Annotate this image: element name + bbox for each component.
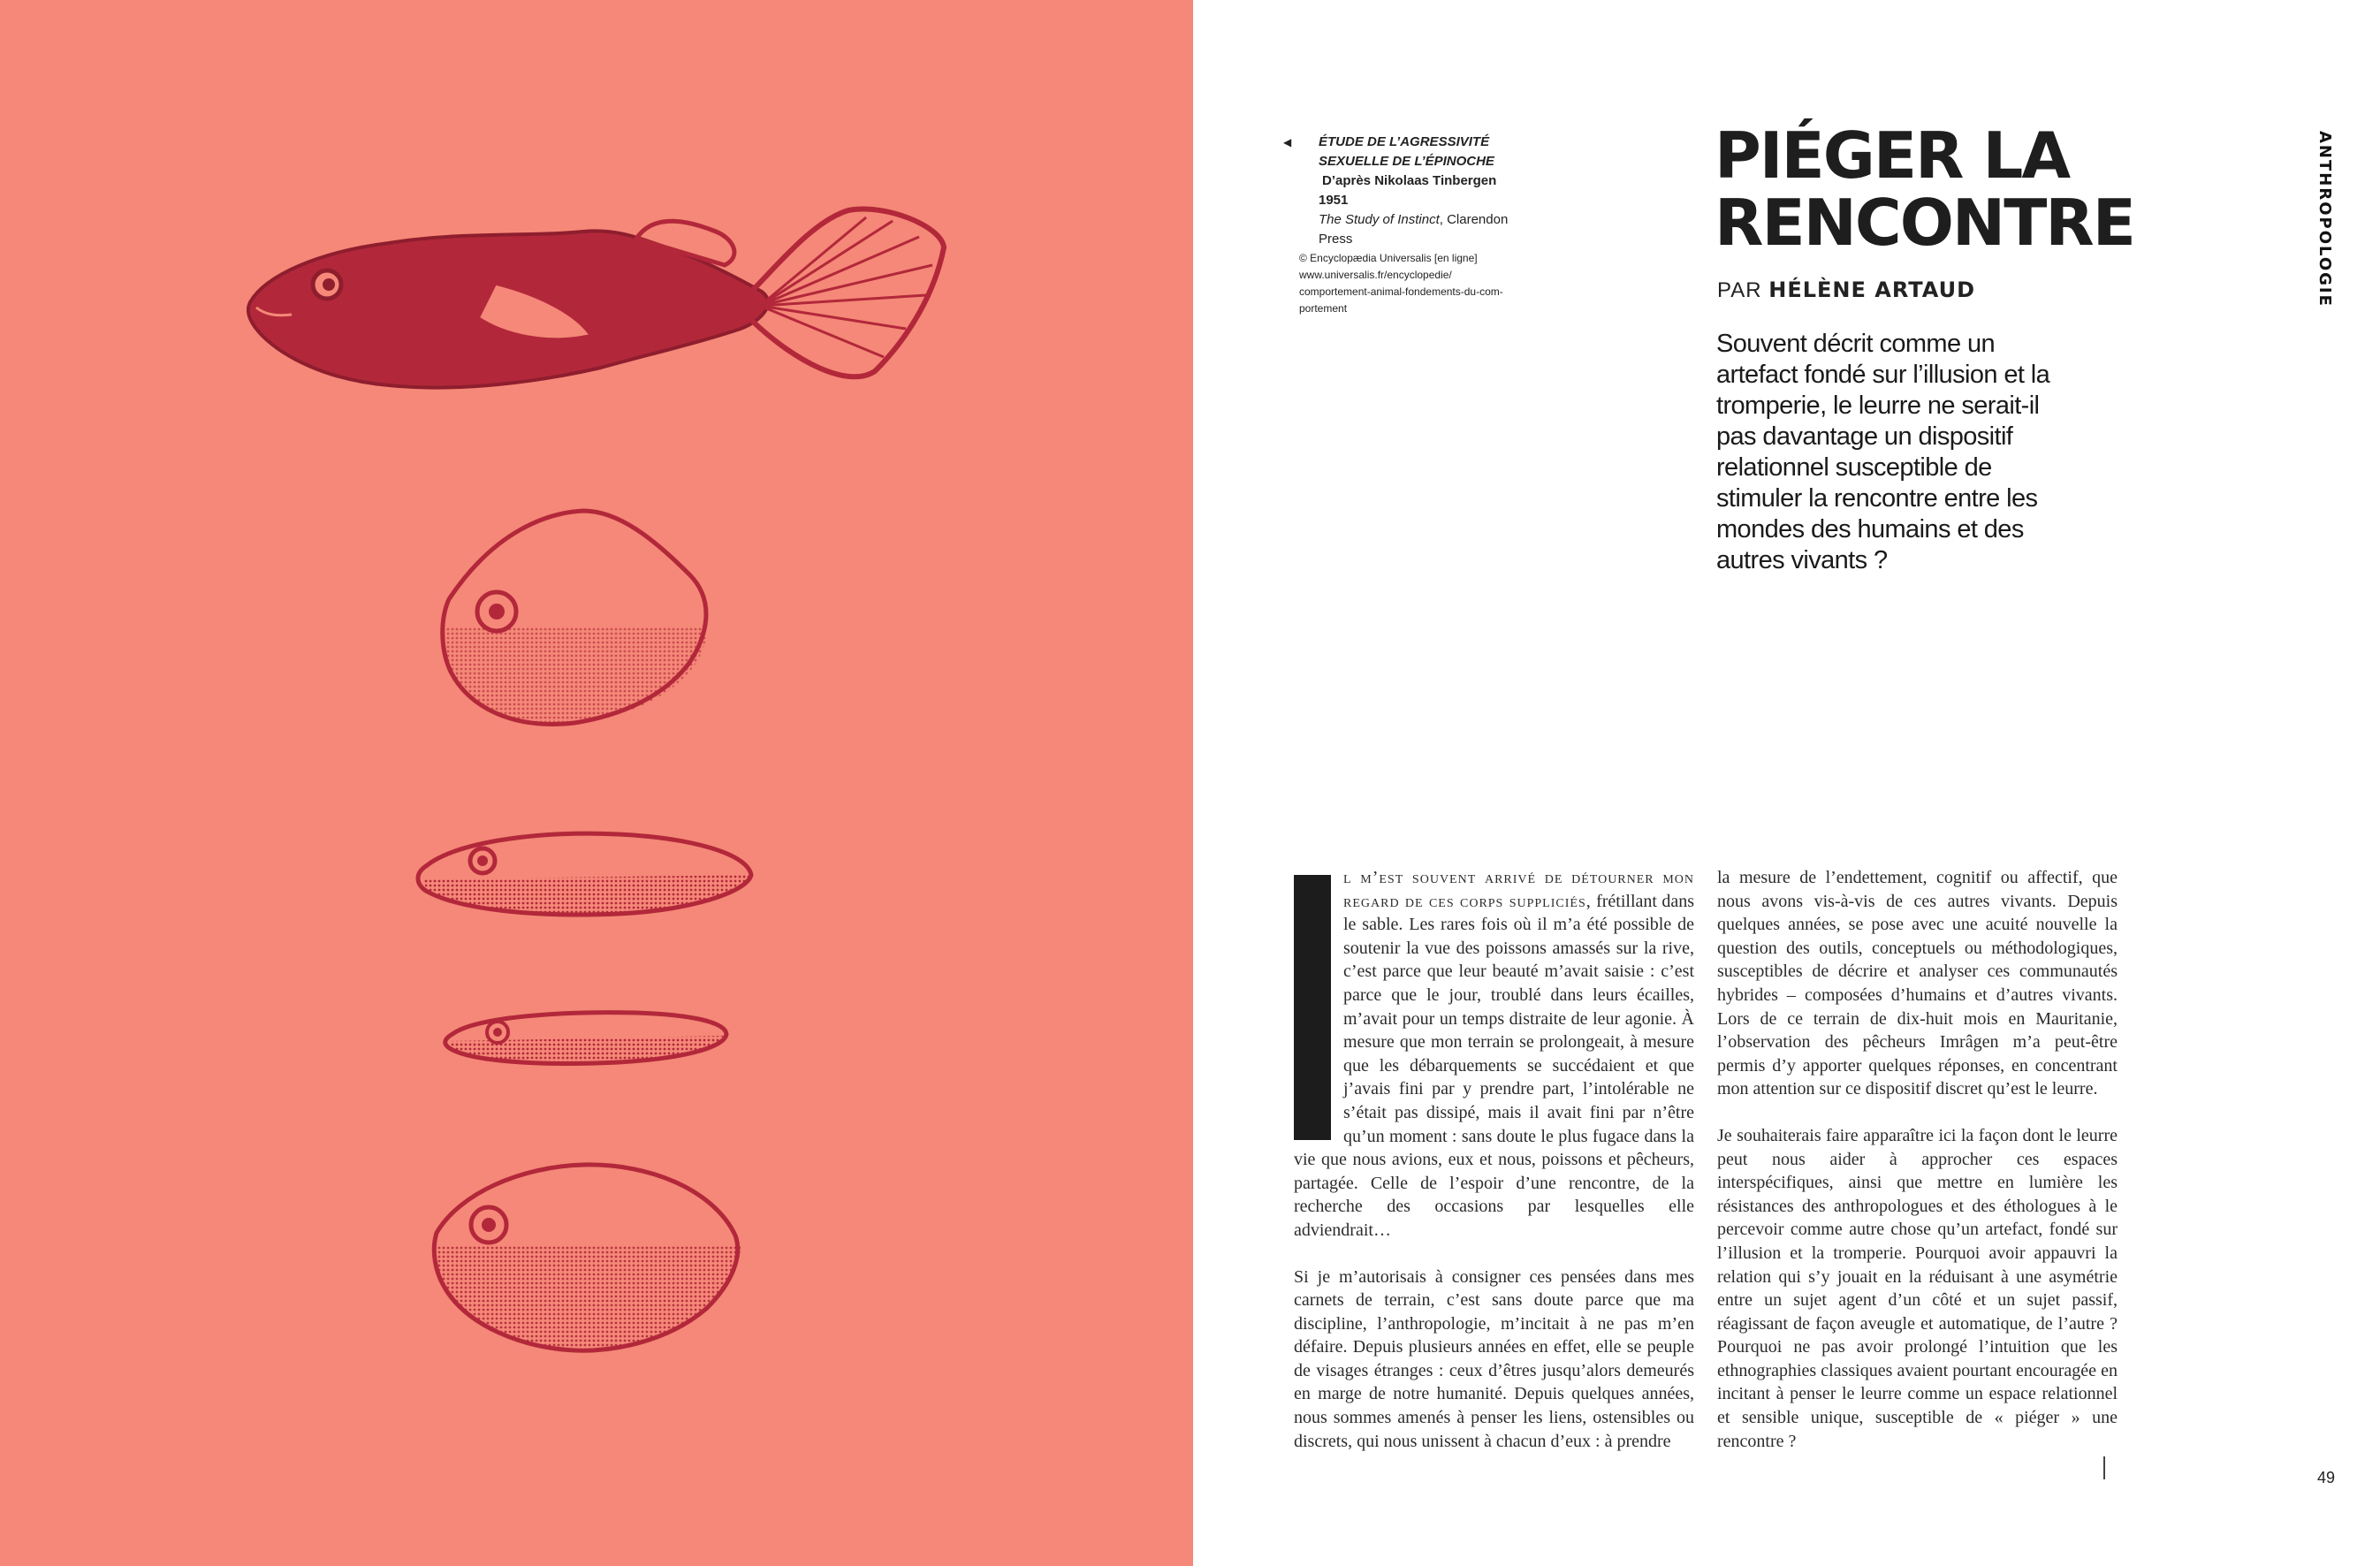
caption-publisher: , Clarendon	[1439, 212, 1509, 227]
lure-model-2	[418, 833, 751, 915]
lure-model-3	[445, 1013, 726, 1064]
stickleback-fish	[248, 209, 944, 387]
body-column-1	[1294, 866, 1694, 1453]
article-standfirst: Souvent décrit comme un artefact fondé sur l’illusion et la tromperie, le leurre ne serait-il pas davantage un dispositif relationnel susceptible de stimuler la rencontre entre les mondes des humains et des autres vivants ?	[1716, 330, 2050, 574]
body-paragraph: la mesure de l’endettement, cognitif ou affectif, que nous avons vis-à-vis de ces autres vivants. Depuis quelques années, se pose avec une acuité nouvelle la question des outils, conceptuels ou méthodologiques, susceptibles de décrire et analyser ces communautés hybrides – composées d’humains et d’autres vivants. Lors de ce terrain de dix-huit mois en Mauritanie, l’observation des pêcheurs Imrâgen m’a peut-être permis d’y apporter quelques réponses, en concentrant mon attention sur ce dispositif discret qu’est le leurre.	[1717, 868, 2118, 1099]
body-paragraph: Je souhaiterais faire apparaître ici la façon dont le leurre peut nous aider à approcher ces espaces interspécifiques, ainsi que mettre en lumière les résistances des anthropologues et des éthologues à le percevoir comme autre chose qu’un artefact, fondé sur l’illusion et la tromperie. Pourquoi avoir appauvri la relation qui s’y jouait en la réduisant à une asymétrie entre un sujet agent d’un côté et un sujet passif, réagissant de façon aveugle et automatique, de l’autre ? Pourquoi ne pas avoir prolongé l’intuition que les ethnographies classiques avaient pourtant encouragée en incitant à penser le leurre comme un espace relationnel et sensible unique, susceptible de « piéger » une rencontre ?	[1717, 1125, 2118, 1451]
body-paragraph	[1294, 866, 1694, 1243]
caption-publisher-line-2: Press	[1319, 232, 1353, 247]
caption-copyright-line-2: www.universalis.fr/encyclopedie/	[1299, 269, 1452, 281]
caption-credit-line-1: D’après Nikolaas Tinbergen	[1322, 173, 1497, 188]
caption-book-title: The Study of Instinct	[1319, 212, 1440, 227]
caption-book	[1299, 210, 1511, 230]
drop-cap	[1294, 875, 1331, 1140]
byline	[1717, 277, 1975, 303]
article-headline	[1715, 118, 2134, 260]
body-column-2	[1717, 866, 2118, 1453]
byline-prefix: PAR	[1717, 278, 1762, 302]
byline-author: HÉLÈNE ARTAUD	[1768, 277, 1975, 302]
headline-line-2: RENCONTRE	[1715, 186, 2134, 260]
figure-caption	[1283, 133, 1511, 316]
caption-arrow-icon: ◀	[1283, 136, 1292, 148]
page-number: 49	[2317, 1469, 2336, 1486]
caption-title-line-1: ÉTUDE DE L’AGRESSIVITÉ	[1319, 134, 1490, 149]
caption-credit-line-2: 1951	[1319, 193, 1349, 208]
lure-model-4	[433, 1165, 741, 1350]
caption-copyright-line-1: © Encyclopædia Universalis [en ligne]	[1299, 252, 1478, 264]
caption-title-line-2: SEXUELLE DE L’ÉPINOCHE	[1319, 154, 1494, 169]
lead-in: l m’est souvent arrivé de détourner mon regard de ces corps suppliciés,	[1343, 868, 1694, 911]
paragraph-text: frétillant dans le sable. Les rares fois où il m’a été possible de soutenir la vue des poissons amassés sur la rive, c’est parce que leur beauté m’avait saisie : c’est parce que le jour, troublé dans leurs écailles, m’avait pour un temps distraite de leur agonie. À mesure que mon terrain se prolongeait, à mesure que les débarquements se succédaient et que j’avais fini par y prendre part, l’intolérable ne s’était pas dissipé, mais il avait fini par n’être qu’un moment : sans doute le plus fugace dans la vie que nous avions, eux et nous, poissons et pêcheurs, partagée. Celle de l’espoir d’une rencontre, de la recherche des occasions par lesquelles elle adviendrait…	[1294, 891, 1694, 1240]
end-mark	[2103, 1456, 2105, 1479]
section-label: ANTHROPOLOGIE	[2315, 131, 2334, 308]
headline-line-1: PIÉGER LA	[1715, 118, 2070, 193]
lure-model-1	[443, 511, 707, 724]
caption-copyright-line-4: portement	[1299, 302, 1348, 315]
body-paragraph: Si je m’autorisais à consigner ces pensées dans mes carnets de terrain, c’est sans doute parce que ma discipline, l’anthropologie, m’incitait à ne pas m’en défaire. Depuis plusieurs années en effet, elle se peuple de visages étranges : ceux d’êtres jusqu’alors demeurés en marge de notre humanité. Depuis quelques années, nous sommes amenés à penser les liens, ostensibles ou discrets, qui nous unissent à chacun d’eux : à prendre	[1294, 1266, 1694, 1451]
caption-copyright-line-3: comportement-animal-fondements-du-com-	[1299, 285, 1503, 298]
